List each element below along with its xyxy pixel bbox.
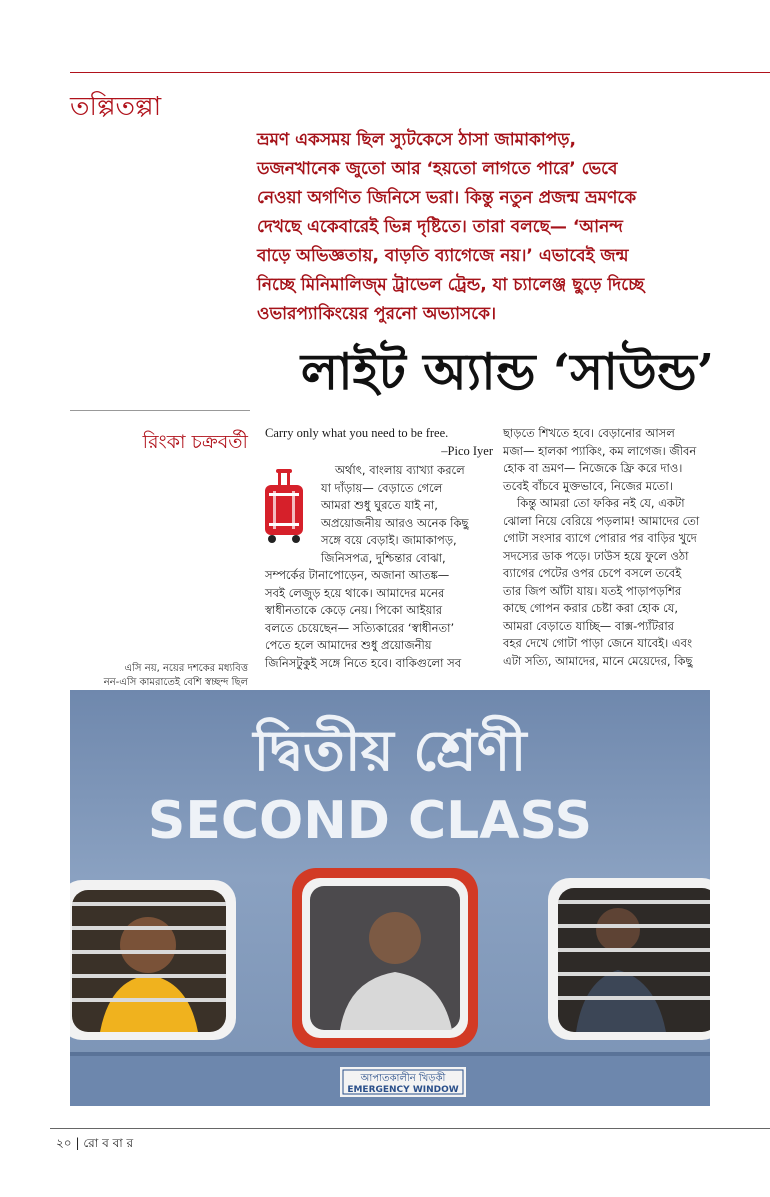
standfirst-line: ওভারপ্যাকিংয়ের পুরনো অভ্যাসকে। xyxy=(257,304,497,324)
body-line: তবেই বাঁচবে মুক্তভাবে, নিজের মতো। xyxy=(503,478,673,493)
body-line: মজা— হালকা প্যাকিং, কম লাগেজ। জীবন xyxy=(503,443,697,458)
standfirst-line: নেওয়া অগণিত জিনিসে ভরা। কিন্তু নতুন প্রজন্ম ভ্রমণকে xyxy=(257,188,637,208)
body-line: আমরা বেড়াতে যাচ্ছি— বাক্স-প্যাঁটরার xyxy=(503,618,674,633)
epigraph: Carry only what you need to be free. xyxy=(265,426,449,440)
emergency-bengali: আপাতকালীন খিড়কী xyxy=(360,1073,446,1084)
byline-rule xyxy=(70,410,250,411)
body-line: যা দাঁড়ায়— বেড়াতে গেলে xyxy=(321,480,443,495)
sign-bengali: দ্বিতীয় শ্রেণী xyxy=(253,719,527,784)
folio-separator: | xyxy=(75,1136,80,1150)
standfirst-line: দেখছে একেবারেই ভিন্ন দৃষ্টিতে। তারা বলছে— ‘আনন্দ xyxy=(257,217,623,237)
section-title: তল্পিতল্পা xyxy=(70,92,162,122)
emergency-window-plate xyxy=(340,1067,466,1097)
body-line: এটা সত্যি, আমাদের, মানে মেয়েদের, কিছু xyxy=(503,653,693,668)
body-line: জিনিসপত্র, দুশ্চিন্তার বোঝা, xyxy=(321,550,446,565)
body-line: আমরা শুধু ঘুরতে যাই না, xyxy=(321,498,438,512)
body-column-1 xyxy=(265,425,493,672)
body-line: বলতে চেয়েছেন— সত্যিকারের ‘স্বাধীনতা’ xyxy=(265,620,455,635)
body-line: অর্থাৎ, বাংলায় ব্যাখ্যা করলে xyxy=(335,463,465,477)
body-line: স্বাধীনতাকে কেড়ে নেয়। পিকো আইয়ার xyxy=(265,603,443,617)
standfirst-line: নিচ্ছে মিনিমালিজ্‌ম ট্রাভেল ট্রেন্ড, যা চ্যালেঞ্জ ছুড়ে দিচ্ছে xyxy=(257,275,645,295)
standfirst xyxy=(257,126,757,329)
photo-caption xyxy=(70,662,248,690)
standfirst-line: ভ্রমণ একসময় ছিল স্যুটকেসে ঠাসা জামাকাপড়, xyxy=(257,130,576,150)
standfirst-line: বাড়ে অভিজ্ঞতায়, বাড়তি ব্যাগেজে নয়।’ এভাবেই জন্ম xyxy=(257,246,629,266)
byline: রিংকা চক্রবর্তী xyxy=(142,431,248,453)
body-line: গোটা সংসার ব্যাগে পোরার পর বাড়ির খুদে xyxy=(503,531,697,545)
publication-name: রো ব বা র xyxy=(83,1136,134,1150)
left-window xyxy=(70,880,236,1040)
footer-rule xyxy=(50,1128,770,1129)
body-line: সম্পর্কের টানাপোড়েন, অজানা আতঙ্ক— xyxy=(265,568,450,582)
body-line: ব্যাগের পেটের ওপর চেপে বসলে তবেই xyxy=(503,566,682,580)
caption-line: নন-এসি কামরাতেই বেশি স্বচ্ছন্দ ছিল xyxy=(103,677,248,688)
header-rule xyxy=(70,72,770,73)
train-illustration xyxy=(70,690,710,1106)
wrapped-text xyxy=(265,462,493,567)
body-line: তার জিপ আঁটা যায়। যতই পাড়াপড়শির xyxy=(503,583,682,598)
train-photo xyxy=(70,690,710,1106)
page-number: ২০ xyxy=(56,1136,72,1150)
body-line: জিনিসটুকুই সঙ্গে নিতে হবে। বাকিগুলো সব xyxy=(265,655,462,670)
body-column-2 xyxy=(503,425,711,670)
epigraph-attribution: –Pico Iyer xyxy=(441,443,493,458)
headline: লাইট অ্যান্ড ‘সাউন্ড’ xyxy=(300,342,715,401)
emergency-english: EMERGENCY WINDOW xyxy=(347,1085,459,1095)
sign-english: SECOND CLASS xyxy=(147,791,593,851)
body-line: ঝোলা নিয়ে বেরিয়ে পড়লাম! আমাদের তো xyxy=(503,513,700,528)
body-line: সদস্যের ডাক পড়ে। ঢাউস হয়ে ফুলে ওঠা xyxy=(503,548,689,563)
body-line: হোক বা ভ্রমণ— নিজেকে ফ্রি করে দাও। xyxy=(503,461,683,475)
body-line: সবই লেজুড় হয়ে থাকে। আমাদের মনের xyxy=(265,585,445,600)
body-line: বহর দেখে গোটা পাড়া জেনে যাবেই। এবং xyxy=(503,636,693,650)
right-window xyxy=(548,878,710,1040)
body-line: পেতে হলে আমাদের শুধু প্রয়োজনীয় xyxy=(265,638,432,652)
centre-window xyxy=(292,868,478,1048)
folio xyxy=(56,1135,133,1155)
caption-line: এসি নয়, নয়ের দশকের মধ্যবিত্ত xyxy=(124,663,248,674)
standfirst-line: ডজনখানেক জুতো আর ‘হয়তো লাগতে পারে’ ভেবে xyxy=(257,159,618,179)
body-line: কাছে গোপন করার চেষ্টা করা হোক যে, xyxy=(503,601,678,615)
body-line: সঙ্গে বয়ে বেড়াই। জামাকাপড়, xyxy=(321,533,457,547)
body-line: ছাড়তে শিখতে হবে। বেড়ানোর আসল xyxy=(503,426,675,440)
body-line: অপ্রয়োজনীয় আরও অনেক কিছু xyxy=(321,515,469,530)
body-line: কিন্তু আমরা তো ফকির নই যে, একটা xyxy=(517,496,685,510)
